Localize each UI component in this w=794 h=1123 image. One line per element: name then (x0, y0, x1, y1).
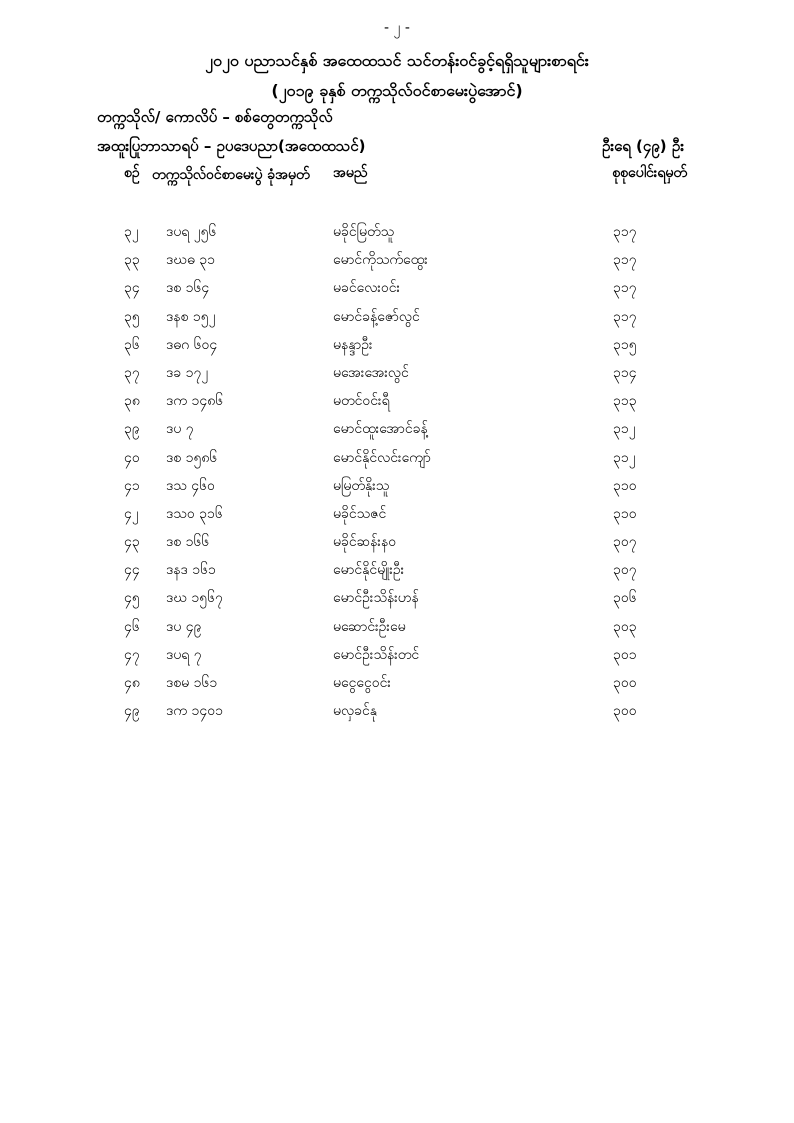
table-row (0, 472, 794, 500)
total-marks: ၃၀၇ (613, 562, 637, 579)
student-name: မငွေငွေဝင်း (333, 675, 391, 691)
header-total-marks: စုစုပေါင်းရမှတ် (612, 165, 687, 181)
table-row (0, 528, 794, 556)
roll-number: ဒဓဂ ၆၀၄ (166, 336, 218, 353)
row-number: ၄၁ (124, 477, 140, 494)
student-name: မတင်ဝင်းရီ (333, 393, 390, 410)
header-no: စဉ် (124, 165, 140, 181)
page-number: - ၂ - (384, 20, 410, 36)
roll-number: ဒသ ၄၆၀ (166, 477, 215, 494)
table-row (0, 556, 794, 584)
total-marks: ၃၁၃ (613, 393, 637, 410)
row-number: ၃၅ (124, 308, 140, 325)
roll-number: ဒနစ ၁၅၂ (166, 308, 216, 325)
table-row (0, 415, 794, 443)
student-name: မလှခင်နု (333, 703, 377, 720)
student-name: မအေးအေးလွင် (333, 364, 409, 381)
row-number: ၄၀ (124, 449, 140, 466)
table-row (0, 359, 794, 387)
total-marks: ၃၀၀ (613, 675, 637, 691)
total-marks: ၃၁၇ (613, 308, 637, 325)
subject-line: အထူးပြုဘာသာရပ် – ဥပဒေပညာ(အထေထသင်) (97, 137, 366, 155)
table-row (0, 218, 794, 246)
row-number: ၃၈ (124, 393, 140, 410)
student-name: မောင်ကိုသက်ထွေး (333, 252, 428, 269)
roll-number: ဒပ ၄၉ (166, 618, 202, 635)
roll-number: ဒပရ ၂၅၆ (166, 224, 217, 240)
table-row (0, 641, 794, 669)
row-number: ၄၃ (124, 534, 140, 551)
table-row (0, 613, 794, 641)
total-marks: ၃၁၀ (613, 477, 637, 494)
total-marks: ၃၁၅ (613, 336, 637, 353)
total-marks: ၃၁၇ (613, 280, 637, 297)
document-title: ၂၀၂၀ ပညာသင်နှစ် အထေထသင် သင်တန်းဝင်ခွင့်ရရှိသူများစာရင်း (205, 51, 589, 70)
table-row (0, 387, 794, 415)
student-name: မဆောင်းဦးမေ (333, 618, 406, 635)
total-marks: ၃၀၁ (613, 646, 637, 663)
student-name: မခိုင်သဇင် (333, 505, 387, 522)
student-name: မခင်လေးဝင်း (333, 280, 401, 297)
roll-number: ဒက ၁၄၈၆ (166, 393, 224, 410)
row-number: ၄၈ (124, 675, 140, 691)
roll-number: ဒစ ၁၆၄ (166, 280, 210, 297)
total-marks: ၃၀၇ (613, 534, 637, 551)
total-marks: ၃၁၂ (613, 449, 636, 466)
total-marks: ၃၁၇ (613, 252, 637, 269)
results-table (0, 218, 794, 725)
university-line: တက္ကသိုလ်/ ကောလိပ် – စစ်တွေတက္ကသိုလ် (97, 108, 333, 126)
table-row (0, 303, 794, 331)
student-name: မနန္ဒာဦး (333, 336, 373, 353)
table-row (0, 274, 794, 302)
row-number: ၃၇ (124, 364, 140, 381)
roll-number: ဒသဝ ၃၁၆ (166, 505, 223, 522)
roll-number: ဒပ ၇ (166, 421, 194, 438)
student-name: မောင်ဦးသိန်းတင် (333, 646, 420, 663)
row-number: ၄၉ (124, 703, 140, 720)
total-marks: ၃၀၃ (613, 618, 637, 635)
row-number: ၄၇ (124, 646, 140, 663)
header-roll-number: တက္ကသိုလ်ဝင်စာမေးပွဲ ခုံအမှတ် (152, 167, 310, 183)
roll-number: ဒခ ၁၇၂ (166, 364, 209, 381)
roll-number: ဒနဒ ၁၆၁ (166, 562, 216, 579)
total-marks: ၃၀၆ (613, 590, 637, 607)
table-row (0, 500, 794, 528)
table-row (0, 246, 794, 274)
roll-number: ဒစမ ၁၆၁ (166, 675, 218, 691)
table-row (0, 584, 794, 612)
header-name: အမည် (333, 165, 368, 181)
roll-number: ဒဃဓ ၃၁ (166, 252, 216, 269)
student-name: မောင်နိုင်လင်းကျော် (333, 449, 431, 466)
roll-number: ဒက ၁၄၀၁ (166, 703, 223, 720)
row-number: ၄၅ (124, 590, 140, 607)
row-number: ၄၂ (124, 505, 139, 522)
roll-number: ဒစ ၁၆၆ (166, 534, 210, 551)
student-name: မောင်နိုင်မျိုးဦး (333, 562, 405, 579)
total-marks: ၃၁၇ (613, 224, 637, 240)
row-number: ၃၉ (124, 421, 140, 438)
roll-number: ဒပရ ၇ (166, 646, 202, 663)
table-row (0, 669, 794, 697)
row-number: ၄၆ (124, 618, 140, 635)
roll-number: ဒဃ ၁၅၆၇ (166, 590, 223, 607)
student-name: မမြတ်နိုးသူ (333, 477, 390, 494)
total-marks: ၃၁၀ (613, 505, 637, 522)
total-marks: ၃၁၂ (613, 421, 636, 438)
document-subtitle: (၂၀၁၉ ခုနှစ် တက္ကသိုလ်ဝင်စာမေးပွဲအောင်) (271, 81, 523, 100)
row-number: ၄၄ (124, 562, 140, 579)
table-row (0, 331, 794, 359)
total-marks: ၃၀၀ (613, 703, 637, 720)
student-name: မခိုင်ဆန်းနဝ (333, 534, 397, 551)
student-name: မောင်ထူးအောင်ခန့် (333, 421, 428, 438)
row-number: ၃၆ (124, 336, 140, 353)
student-name: မောင်ဦးသိန်းဟန် (333, 590, 419, 607)
total-count: ဦးရေ (၄၉) ဦး (601, 137, 684, 155)
table-row (0, 444, 794, 472)
roll-number: ဒစ ၁၅၈၆ (166, 449, 218, 466)
student-name: မခိုင်မြတ်သူ (333, 224, 395, 240)
row-number: ၃၂ (124, 224, 139, 240)
row-number: ၃၄ (124, 280, 140, 297)
table-row (0, 697, 794, 725)
total-marks: ၃၁၄ (613, 364, 637, 381)
row-number: ၃၃ (124, 252, 140, 269)
student-name: မောင်ခန့်ဇော်လွင် (333, 308, 420, 325)
